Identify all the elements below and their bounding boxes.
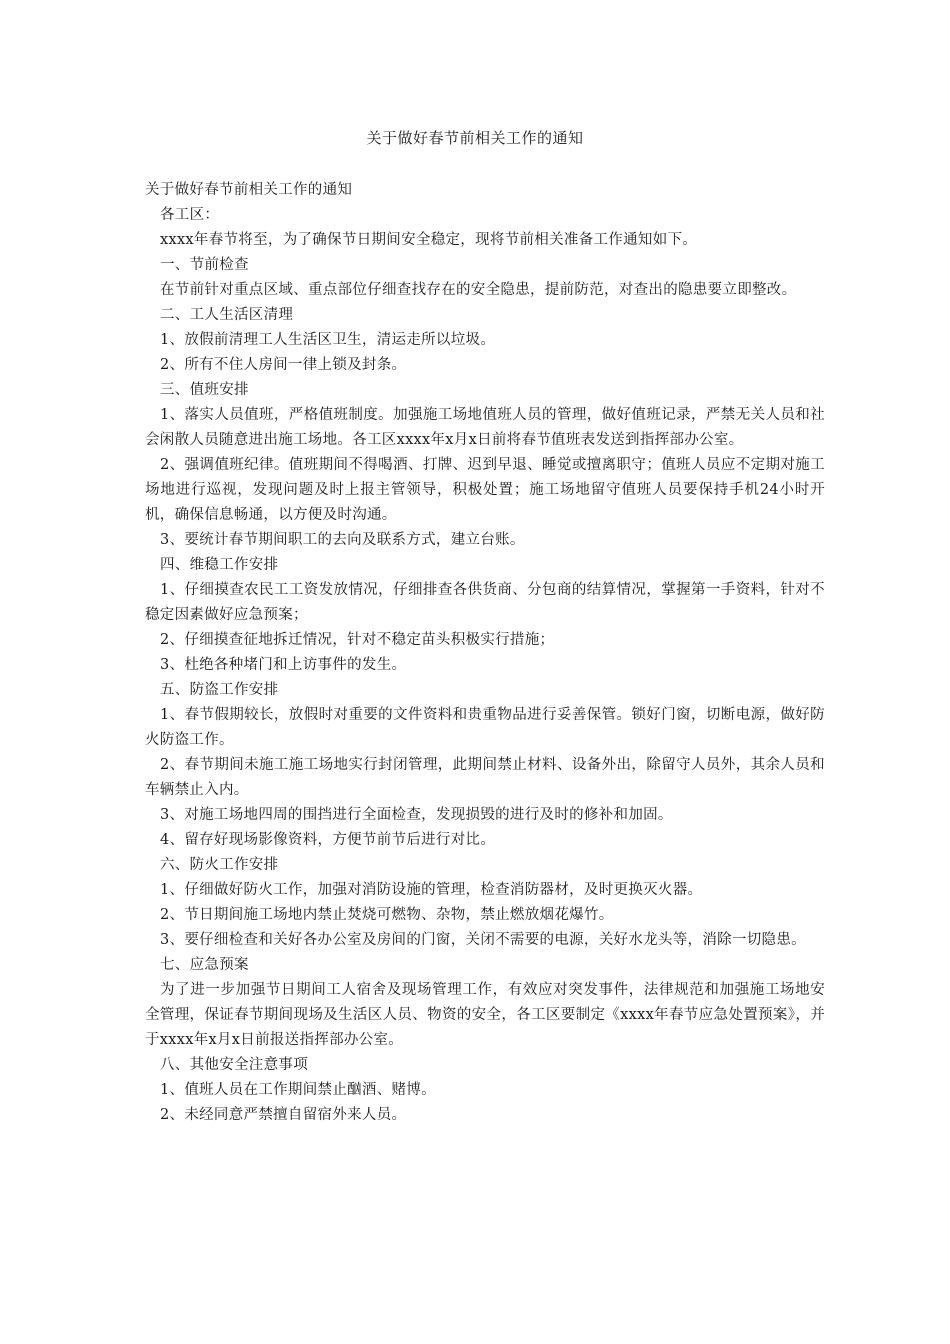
list-item: 3、对施工场地四周的围挡进行全面检查，发现损毁的进行及时的修补和加固。 [160, 807, 673, 823]
list-item: 2、节日期间施工场地内禁止焚烧可燃物、杂物，禁止燃放烟花爆竹。 [160, 907, 614, 923]
document-subtitle: 关于做好春节前相关工作的通知 [145, 182, 353, 198]
list-item: 2、仔细摸查征地拆迁情况，针对不稳定苗头积极实行措施； [160, 632, 555, 648]
list-item: 4、留存好现场影像资料，方便节前节后进行对比。 [160, 832, 496, 848]
list-item: 2、未经同意严禁擅自留宿外来人员。 [160, 1107, 407, 1123]
list-item: 2、强调值班纪律。值班期间不得喝酒、打牌、迟到早退、睡觉或擅离职守；值班人员应不定期对施工场地进行巡视，发现问题及时上报主管领导，积极处置；施工场地留守值班人员要保持手机24小时开机，确保信息畅通，以方便及时沟通。 [145, 457, 825, 523]
salutation: 各工区： [160, 207, 220, 223]
list-item: 1、仔细摸查农民工工资发放情况，仔细排查各供货商、分包商的结算情况，掌握第一手资料，针对不稳定因素做好应急预案； [145, 582, 825, 623]
list-item: 2、春节期间未施工施工场地实行封闭管理，此期间禁止材料、设备外出，除留守人员外，其余人员和车辆禁止入内。 [145, 757, 825, 798]
intro-paragraph: xxxx年春节将至，为了确保节日期间安全稳定，现将节前相关准备工作通知如下。 [160, 232, 698, 248]
document-title: 关于做好春节前相关工作的通知 [366, 129, 584, 147]
list-item: 2、所有不住人房间一律上锁及封条。 [160, 357, 407, 373]
list-item: 1、放假前清理工人生活区卫生，清运走所以垃圾。 [160, 332, 496, 348]
list-item: 3、杜绝各种堵门和上访事件的发生。 [160, 657, 407, 673]
document-body [145, 178, 825, 1128]
list-item: 3、要统计春节期间职工的去向及联系方式，建立台账。 [160, 532, 525, 548]
list-item: 3、要仔细检查和关好各办公室及房间的门窗，关闭不需要的电源，关好水龙头等，消除一切隐患。 [160, 932, 806, 948]
list-item: 1、落实人员值班，严格值班制度。加强施工场地值班人员的管理，做好值班记录，严禁无关人员和社会闲散人员随意进出施工场地。各工区xxxx年x月x日前将春节值班表发送到指挥部办公室。 [145, 407, 825, 448]
section-heading: 五、防盗工作安排 [160, 682, 279, 698]
section-heading: 二、工人生活区清理 [160, 307, 294, 323]
section-heading: 七、应急预案 [160, 957, 249, 973]
section-heading: 一、节前检查 [160, 257, 249, 273]
section-heading: 六、防火工作安排 [160, 857, 279, 873]
paragraph: 在节前针对重点区域、重点部位仔细查找存在的安全隐患，提前防范，对查出的隐患要立即整改。 [160, 282, 797, 298]
section-heading: 四、维稳工作安排 [160, 557, 279, 573]
list-item: 1、仔细做好防火工作，加强对消防设施的管理，检查消防器材，及时更换灭火器。 [160, 882, 703, 898]
list-item: 1、值班人员在工作期间禁止酗酒、赌博。 [160, 1082, 436, 1098]
paragraph: 为了进一步加强节日期间工人宿舍及现场管理工作，有效应对突发事件，法律规范和加强施工场地安全管理，保证春节期间现场及生活区人员、物资的安全，各工区要制定《xxxx年春节应急处置预案》，并于xxxx年x月x日前报送指挥部办公室。 [145, 982, 825, 1048]
list-item: 1、春节假期较长，放假时对重要的文件资料和贵重物品进行妥善保管。锁好门窗，切断电源，做好防火防盗工作。 [145, 707, 825, 748]
section-heading: 八、其他安全注意事项 [160, 1057, 308, 1073]
section-heading: 三、值班安排 [160, 382, 249, 398]
